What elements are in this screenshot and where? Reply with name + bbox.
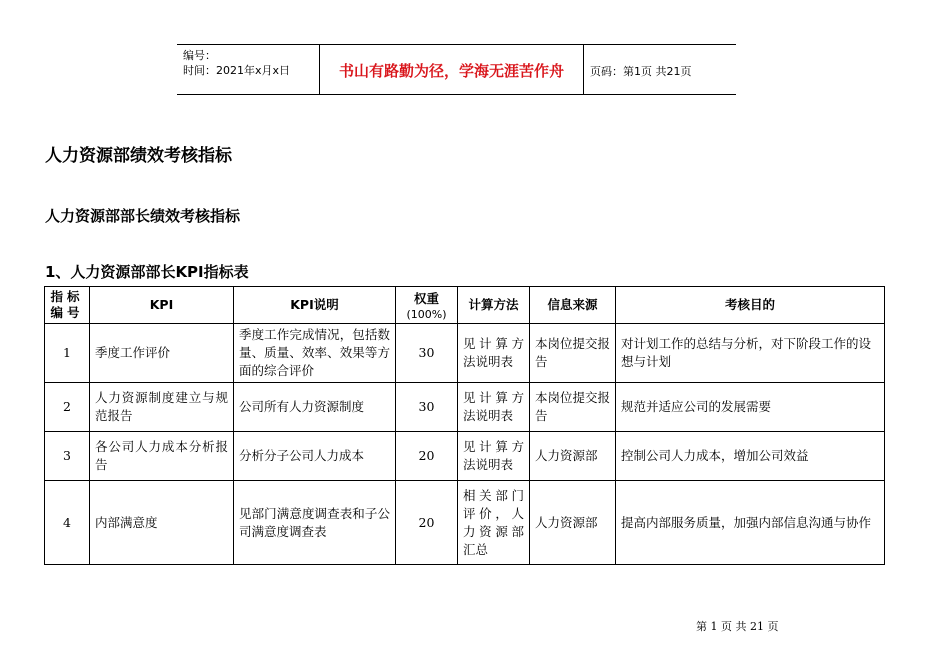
cell-method: 见计算方法说明表 (458, 324, 530, 383)
document-header (177, 44, 736, 95)
header-source: 信息来源 (530, 287, 616, 324)
cell-kpi: 季度工作评价 (90, 324, 234, 383)
cell-kpi: 各公司人力成本分析报告 (90, 432, 234, 481)
section-title: 人力资源部部长绩效考核指标 (45, 207, 241, 225)
header-desc: KPI说明 (234, 287, 396, 324)
cell-method: 相关部门评价，人力资源部汇总 (458, 481, 530, 565)
page-title: 人力资源部绩效考核指标 (45, 146, 232, 166)
header-page-cell (584, 45, 736, 94)
cell-weight: 30 (396, 383, 458, 432)
cell-purpose: 对计划工作的总结与分析，对下阶段工作的设想与计划 (616, 324, 885, 383)
header-meta-cell (177, 45, 320, 94)
cell-desc: 分析分子公司人力成本 (234, 432, 396, 481)
table-header-row (45, 287, 885, 324)
cell-method: 见计算方法说明表 (458, 383, 530, 432)
cell-source: 人力资源部 (530, 481, 616, 565)
cell-source: 本岗位提交报告 (530, 383, 616, 432)
cell-desc: 公司所有人力资源制度 (234, 383, 396, 432)
cell-purpose: 控制公司人力成本，增加公司效益 (616, 432, 885, 481)
page-footer: 第 1 页 共 21 页 (696, 620, 779, 633)
header-purpose: 考核目的 (616, 287, 885, 324)
document-time: 时间：2021年x月x日 (183, 64, 291, 77)
cell-method: 见计算方法说明表 (458, 432, 530, 481)
cell-purpose: 提高内部服务质量，加强内部信息沟通与协作 (616, 481, 885, 565)
table-row (45, 432, 885, 481)
cell-kpi: 内部满意度 (90, 481, 234, 565)
cell-index: 1 (45, 324, 90, 383)
header-method: 计算方法 (458, 287, 530, 324)
header-motto-cell (320, 45, 584, 94)
table-row (45, 383, 885, 432)
header-page-info: 页码：第1页 共21页 (590, 65, 692, 78)
kpi-table (44, 286, 885, 565)
cell-weight: 20 (396, 481, 458, 565)
header-weight (396, 287, 458, 324)
cell-index: 4 (45, 481, 90, 565)
table-row (45, 324, 885, 383)
cell-weight: 20 (396, 432, 458, 481)
header-motto: 书山有路勤为径，学海无涯苦作舟 (338, 62, 564, 80)
header-index: 指标编号 (45, 287, 90, 324)
header-weight-label: 权重 (413, 290, 439, 306)
cell-source: 本岗位提交报告 (530, 324, 616, 383)
cell-desc: 见部门满意度调查表和子公司满意度调查表 (234, 481, 396, 565)
cell-purpose: 规范并适应公司的发展需要 (616, 383, 885, 432)
cell-source: 人力资源部 (530, 432, 616, 481)
cell-kpi: 人力资源制度建立与规范报告 (90, 383, 234, 432)
header-kpi: KPI (90, 287, 234, 324)
cell-weight: 30 (396, 324, 458, 383)
document-number-label: 编号： (183, 49, 216, 62)
cell-index: 3 (45, 432, 90, 481)
cell-index: 2 (45, 383, 90, 432)
cell-desc: 季度工作完成情况，包括数量、质量、效率、效果等方面的综合评价 (234, 324, 396, 383)
header-weight-unit: (100%) (406, 307, 447, 321)
table-title: 1、人力资源部部长KPI指标表 (45, 263, 249, 281)
table-row (45, 481, 885, 565)
